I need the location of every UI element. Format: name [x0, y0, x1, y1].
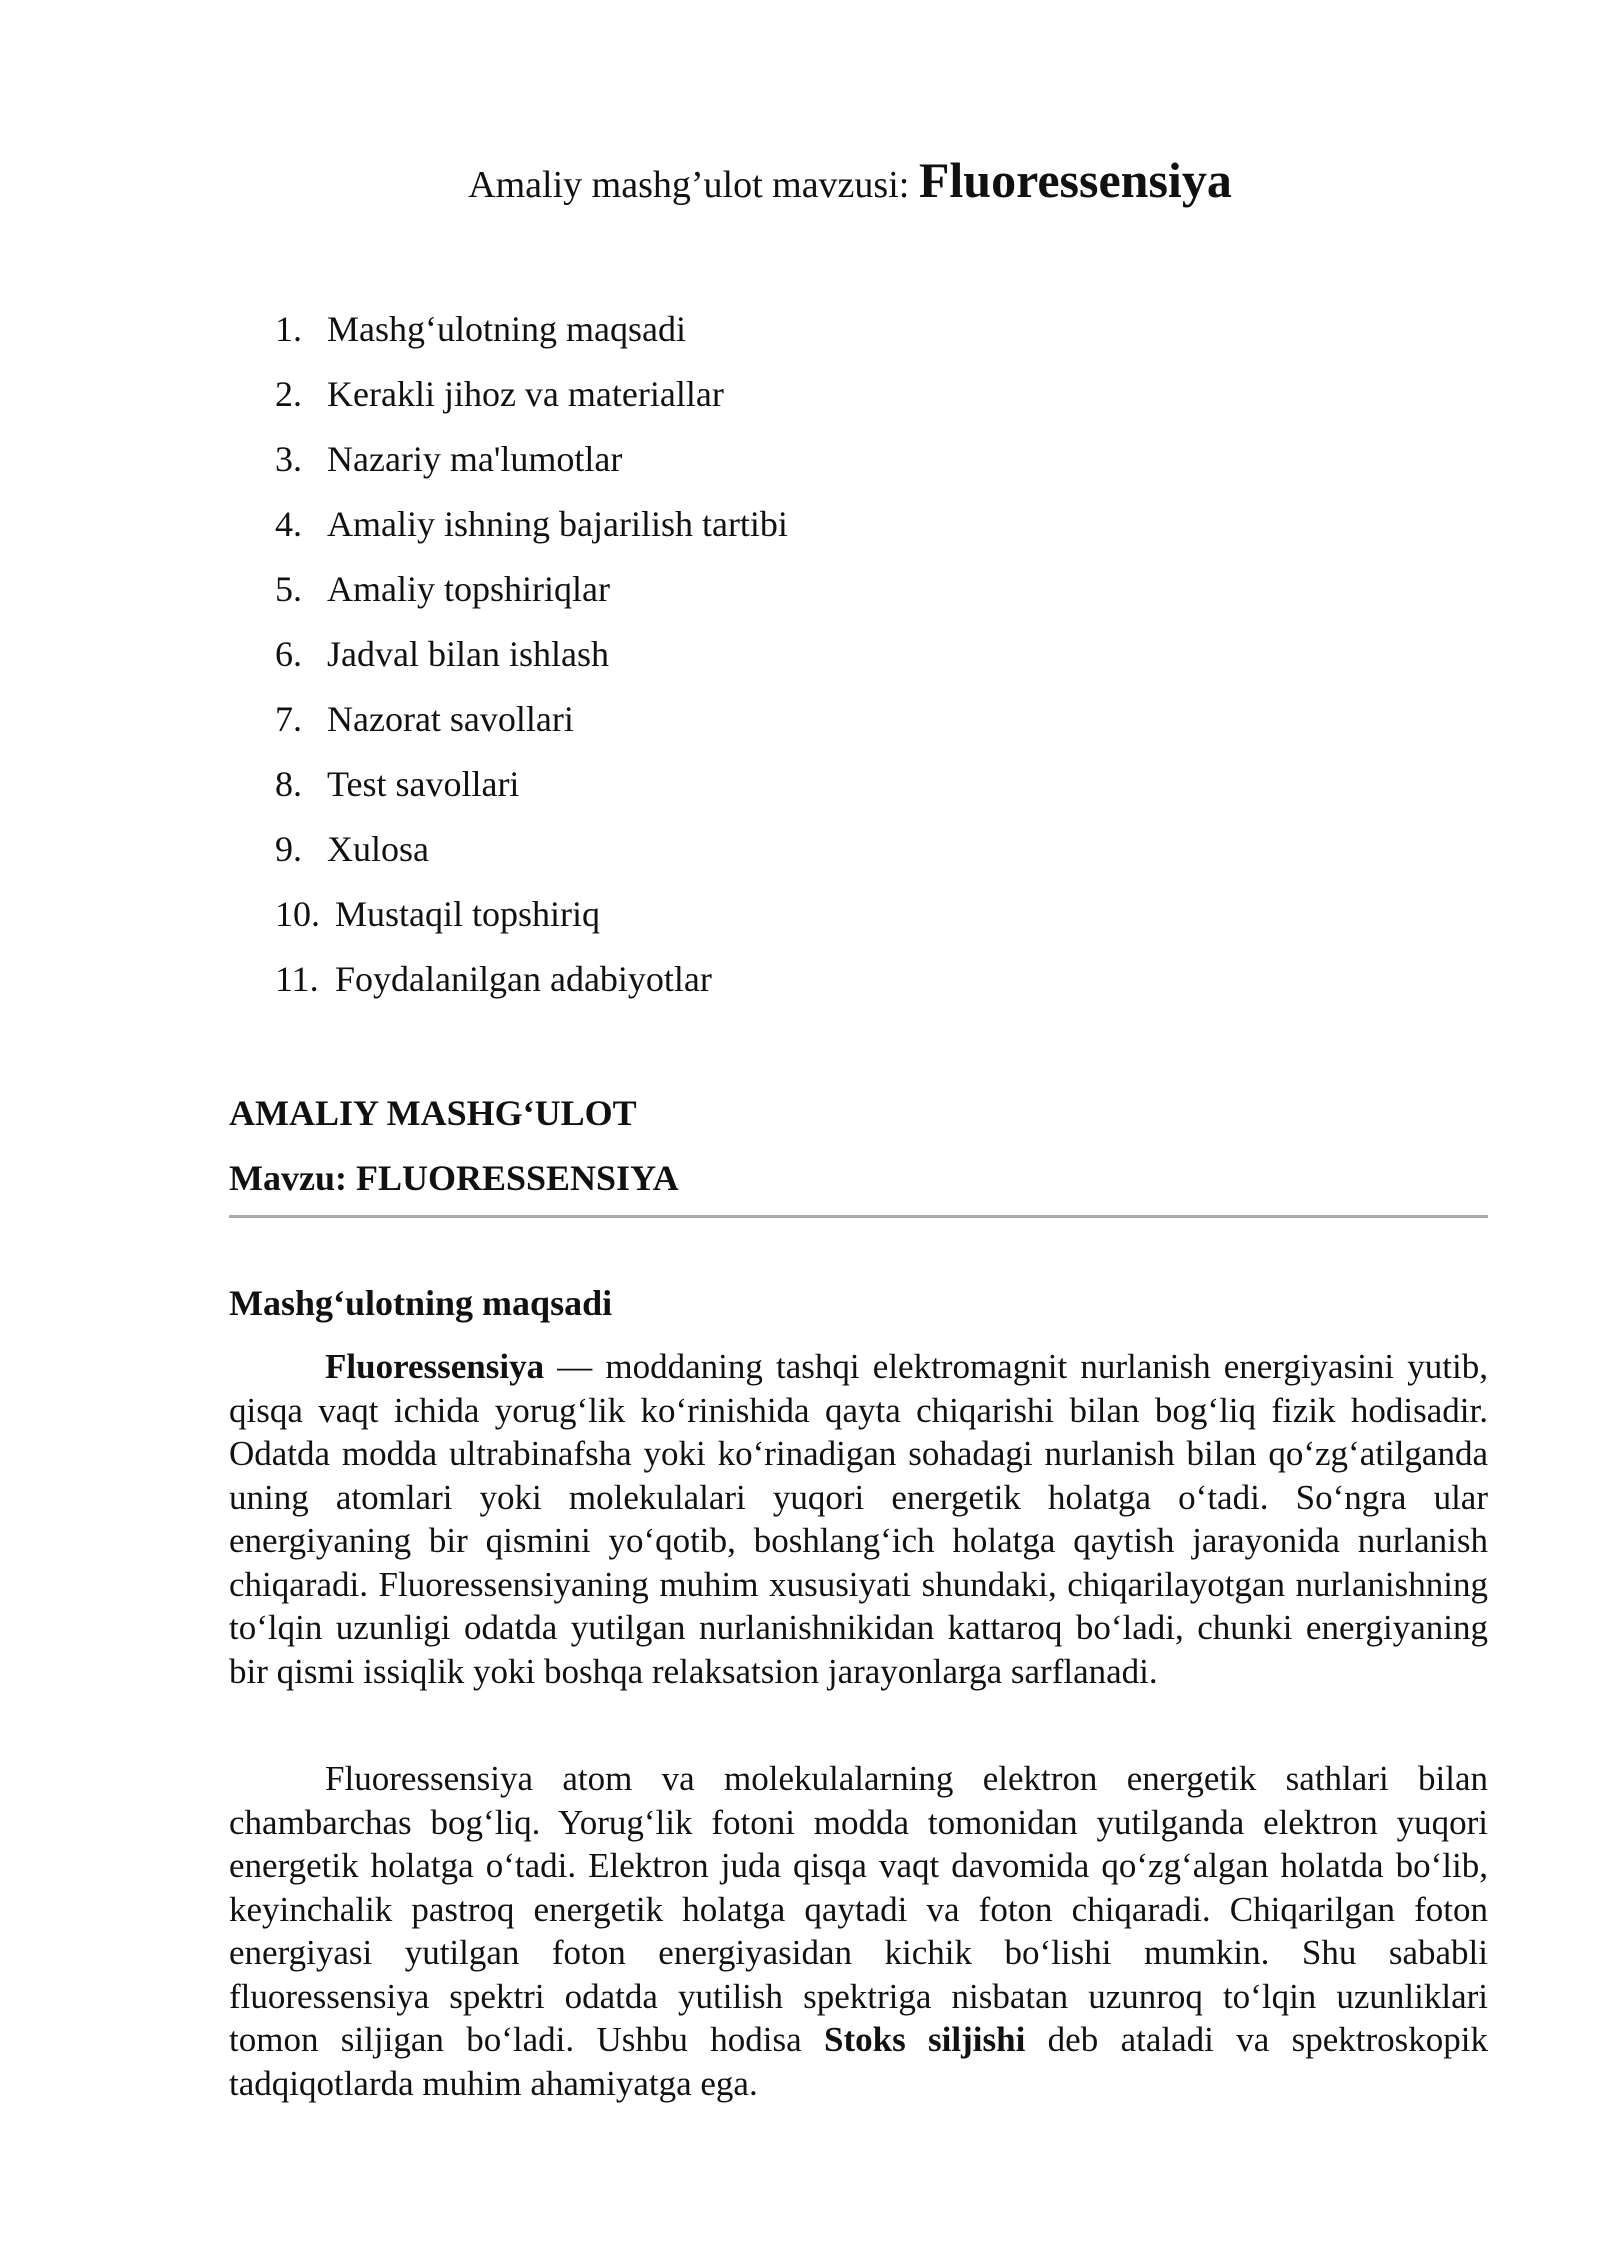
- list-item-label: Amaliy topshiriqlar: [327, 569, 610, 609]
- section-topic: Mavzu: FLUORESSENSIYA: [229, 1158, 679, 1198]
- list-item-label: Mustaqil topshiriq: [335, 894, 601, 934]
- list-item-number: 10.: [275, 894, 320, 934]
- list-item-number: 6.: [275, 634, 302, 674]
- list-item: [275, 696, 788, 761]
- list-item: [275, 566, 788, 631]
- list-item-label: Amaliy ishning bajarilish tartibi: [327, 504, 788, 544]
- list-item: [275, 306, 788, 371]
- title-topic: Fluoressensiya: [918, 152, 1232, 208]
- paragraph-text: — moddaning tashqi elektromagnit nurlanish energiyasini yutib, qisqa vaqt ichida yorug‘lik ko‘rinishida qayta chiqarishi bilan bog‘liq fizik hodisadir. Odatda modda ultrabinafsha yoki ko‘rinadigan sohadagi nurlanish bilan qo‘zg‘atilganda uning atomlari yoki molekulalari yuqori energetik holatga o‘tadi. So‘ngra ular energiyaning bir qismini yo‘qotib, boshlang‘ich holatga qaytish jarayonida nurlanish chiqaradi. Fluoressensiyaning muhim xususiyati shundaki, chiqarilayotgan nurlanishning to‘lqin uzunligi odatda yutilgan nurlanishnikidan kattaroq bo‘ladi, chunki energiyaning bir qismi issiqlik yoki boshqa relaksatsion jarayonlarga sarflanadi.: [229, 1347, 1488, 1691]
- list-item: [275, 761, 788, 826]
- list-item: [275, 891, 788, 956]
- page-title: [0, 150, 1600, 210]
- list-item-label: Nazorat savollari: [327, 699, 574, 739]
- list-item-number: 3.: [275, 439, 302, 479]
- list-item-label: Test savollari: [327, 764, 520, 804]
- list-item-number: 8.: [275, 764, 302, 804]
- list-item: [275, 501, 788, 566]
- title-prefix: Amaliy mashg’ulot mavzusi:: [468, 164, 919, 206]
- list-item-number: 9.: [275, 829, 302, 869]
- contents-list: [275, 306, 788, 1021]
- term-fluoressensiya: Fluoressensiya: [325, 1347, 545, 1386]
- list-item-label: Jadval bilan ishlash: [327, 634, 609, 674]
- term-stoks-siljishi: Stoks siljishi: [823, 2020, 1026, 2059]
- list-item-label: Xulosa: [327, 829, 429, 869]
- list-item-number: 4.: [275, 504, 302, 544]
- list-item-number: 7.: [275, 699, 302, 739]
- list-item-label: Nazariy ma'lumotlar: [327, 439, 623, 479]
- list-item: [275, 956, 788, 1021]
- list-item: [275, 826, 788, 891]
- paragraph-definition: [229, 1345, 1488, 1693]
- list-item: [275, 436, 788, 501]
- list-item-label: Kerakli jihoz va materiallar: [327, 374, 724, 414]
- list-item-number: 1.: [275, 309, 302, 349]
- horizontal-divider: [229, 1215, 1488, 1218]
- list-item: [275, 631, 788, 696]
- list-item: [275, 371, 788, 436]
- list-item-number: 5.: [275, 569, 302, 609]
- paragraph-text: deb ataladi va spektroskopik tadqiqotlarda muhim ahamiyatga ega.: [229, 2020, 1488, 2103]
- list-item-number: 2.: [275, 374, 302, 414]
- paragraph-text: Fluoressensiya atom va molekulalarning elektron energetik sathlari bilan chambarchas bog‘liq. Yorug‘lik fotoni modda tomonidan yutilganda elektron yuqori energetik holatga o‘tadi. Elektron juda qisqa vaqt davomida qo‘zg‘algan holatda bo‘lib, keyinchalik pastroq energetik holatga qaytadi va foton chiqaradi. Chiqarilgan foton energiyasi yutilgan foton energiyasidan kichik bo‘lishi mumkin. Shu sababli fluoressensiya spektri odatda yutilish spektriga nisbatan uzunroq to‘lqin uzunliklari tomon siljigan bo‘ladi. Ushbu hodisa: [229, 1759, 1488, 2059]
- section-heading: AMALIY MASHG‘ULOT: [229, 1093, 637, 1133]
- list-item-label: Foydalanilgan adabiyotlar: [335, 959, 712, 999]
- paragraph-theory: [229, 1757, 1488, 2105]
- goal-heading: Mashg‘ulotning maqsadi: [229, 1283, 613, 1323]
- list-item-label: Mashg‘ulotning maqsadi: [327, 309, 686, 349]
- list-item-number: 11.: [275, 959, 319, 999]
